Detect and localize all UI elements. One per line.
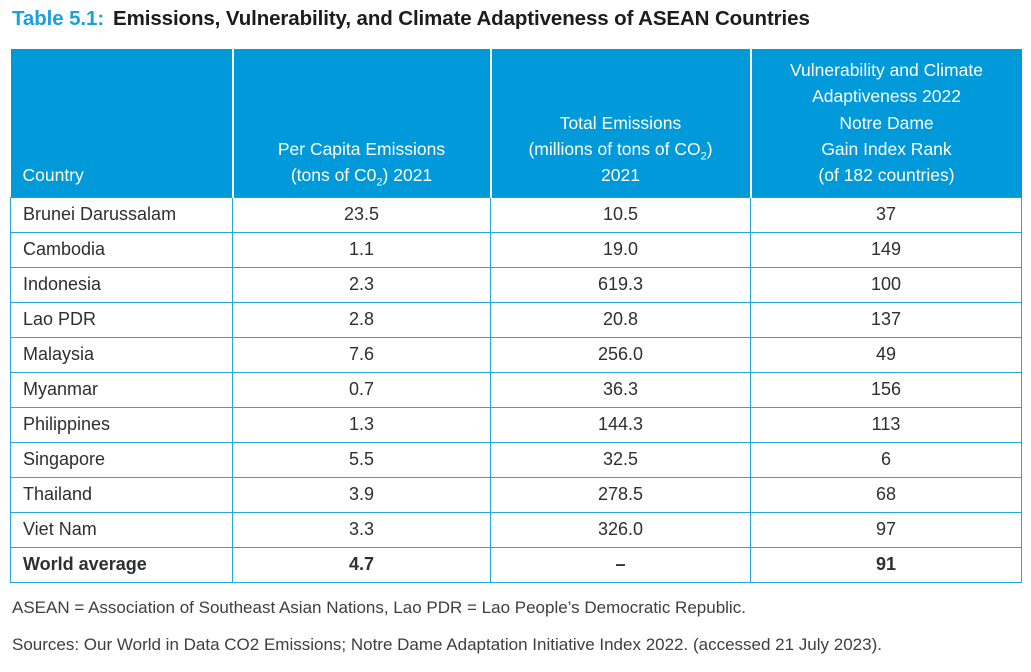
cell-value: 20.8 bbox=[491, 303, 751, 338]
table-row bbox=[11, 233, 1022, 268]
table-number-label: Table 5.1: bbox=[12, 7, 105, 30]
header-line: Per Capita Emissions bbox=[277, 138, 446, 159]
cell-value: 6 bbox=[751, 443, 1022, 478]
cell-value: 278.5 bbox=[491, 478, 751, 513]
header-line: (of 182 countries) bbox=[818, 165, 955, 185]
table-row bbox=[11, 443, 1022, 478]
cell-value: 2.3 bbox=[233, 268, 491, 303]
data-table bbox=[10, 49, 1022, 583]
header-per-capita-emissions bbox=[233, 49, 491, 198]
table-row bbox=[11, 513, 1022, 548]
cell-value: 49 bbox=[751, 338, 1022, 373]
table-row bbox=[11, 408, 1022, 443]
cell-country: Brunei Darussalam bbox=[11, 198, 233, 233]
cell-value: 100 bbox=[751, 268, 1022, 303]
header-line: Vulnerability and Climate bbox=[790, 60, 983, 80]
header-vulnerability-rank bbox=[751, 49, 1022, 198]
header-country bbox=[11, 49, 233, 198]
cell-value: 97 bbox=[751, 513, 1022, 548]
cell-value: 32.5 bbox=[491, 443, 751, 478]
table-row bbox=[11, 198, 1022, 233]
cell-value: 91 bbox=[751, 548, 1022, 583]
cell-value: 7.6 bbox=[233, 338, 491, 373]
header-line: Adaptiveness 2022 bbox=[812, 86, 961, 107]
cell-value: 619.3 bbox=[491, 268, 751, 303]
abbreviations-note: ASEAN = Association of Southeast Asian Nations, Lao PDR = Lao People’s Democratic Republic. bbox=[12, 598, 746, 618]
cell-value: – bbox=[491, 548, 751, 583]
table-row bbox=[11, 548, 1022, 583]
cell-country: Indonesia bbox=[11, 268, 233, 303]
cell-value: 3.3 bbox=[233, 513, 491, 548]
cell-value: 37 bbox=[751, 198, 1022, 233]
cell-country: Lao PDR bbox=[11, 303, 233, 338]
header-line: Total Emissions bbox=[559, 112, 682, 133]
cell-value: 0.7 bbox=[233, 373, 491, 408]
table-body bbox=[11, 198, 1022, 583]
cell-country: Cambodia bbox=[11, 233, 233, 268]
header-line: 2021 bbox=[601, 165, 640, 185]
cell-country: Malaysia bbox=[11, 338, 233, 373]
table-title bbox=[12, 7, 1021, 31]
cell-value: 1.3 bbox=[233, 408, 491, 443]
cell-value: 23.5 bbox=[233, 198, 491, 233]
co2-subscript: 2 bbox=[376, 176, 383, 189]
header-line: Gain Index Rank bbox=[821, 138, 952, 159]
header-line: (millions of tons of $CO_2$) bbox=[528, 138, 713, 163]
cell-value: 2.8 bbox=[233, 303, 491, 338]
cell-value: 113 bbox=[751, 408, 1022, 443]
cell-value: 326.0 bbox=[491, 513, 751, 548]
cell-country: World average bbox=[11, 548, 233, 583]
header-country-label: Country bbox=[22, 165, 84, 185]
cell-country: Viet Nam bbox=[11, 513, 233, 548]
cell-value: 3.9 bbox=[233, 478, 491, 513]
sources-note: Sources: Our World in Data CO2 Emissions; Notre Dame Adaptation Initiative Index 2022. (accessed 21 July 2023). bbox=[12, 634, 882, 654]
cell-value: 5.5 bbox=[233, 443, 491, 478]
table-row bbox=[11, 478, 1022, 513]
cell-value: 68 bbox=[751, 478, 1022, 513]
cell-country: Singapore bbox=[11, 443, 233, 478]
cell-value: 156 bbox=[751, 373, 1022, 408]
cell-value: 149 bbox=[751, 233, 1022, 268]
cell-value: 256.0 bbox=[491, 338, 751, 373]
co2-subscript: 2 bbox=[700, 150, 707, 163]
header-row bbox=[11, 49, 1022, 198]
cell-country: Philippines bbox=[11, 408, 233, 443]
cell-value: 1.1 bbox=[233, 233, 491, 268]
cell-country: Thailand bbox=[11, 478, 233, 513]
header-line: (tons of $C0_2$) 2021 bbox=[290, 165, 433, 189]
table-row bbox=[11, 373, 1022, 408]
table-title-text: Emissions, Vulnerability, and Climate Adaptiveness of ASEAN Countries bbox=[113, 7, 810, 30]
cell-value: 4.7 bbox=[233, 548, 491, 583]
cell-value: 19.0 bbox=[491, 233, 751, 268]
cell-value: 144.3 bbox=[491, 408, 751, 443]
table-row bbox=[11, 338, 1022, 373]
header-total-emissions bbox=[491, 49, 751, 198]
table-row bbox=[11, 268, 1022, 303]
cell-country: Myanmar bbox=[11, 373, 233, 408]
cell-value: 137 bbox=[751, 303, 1022, 338]
table-header bbox=[11, 49, 1022, 198]
cell-value: 36.3 bbox=[491, 373, 751, 408]
header-line: Notre Dame bbox=[839, 112, 934, 133]
cell-value: 10.5 bbox=[491, 198, 751, 233]
table-row bbox=[11, 303, 1022, 338]
